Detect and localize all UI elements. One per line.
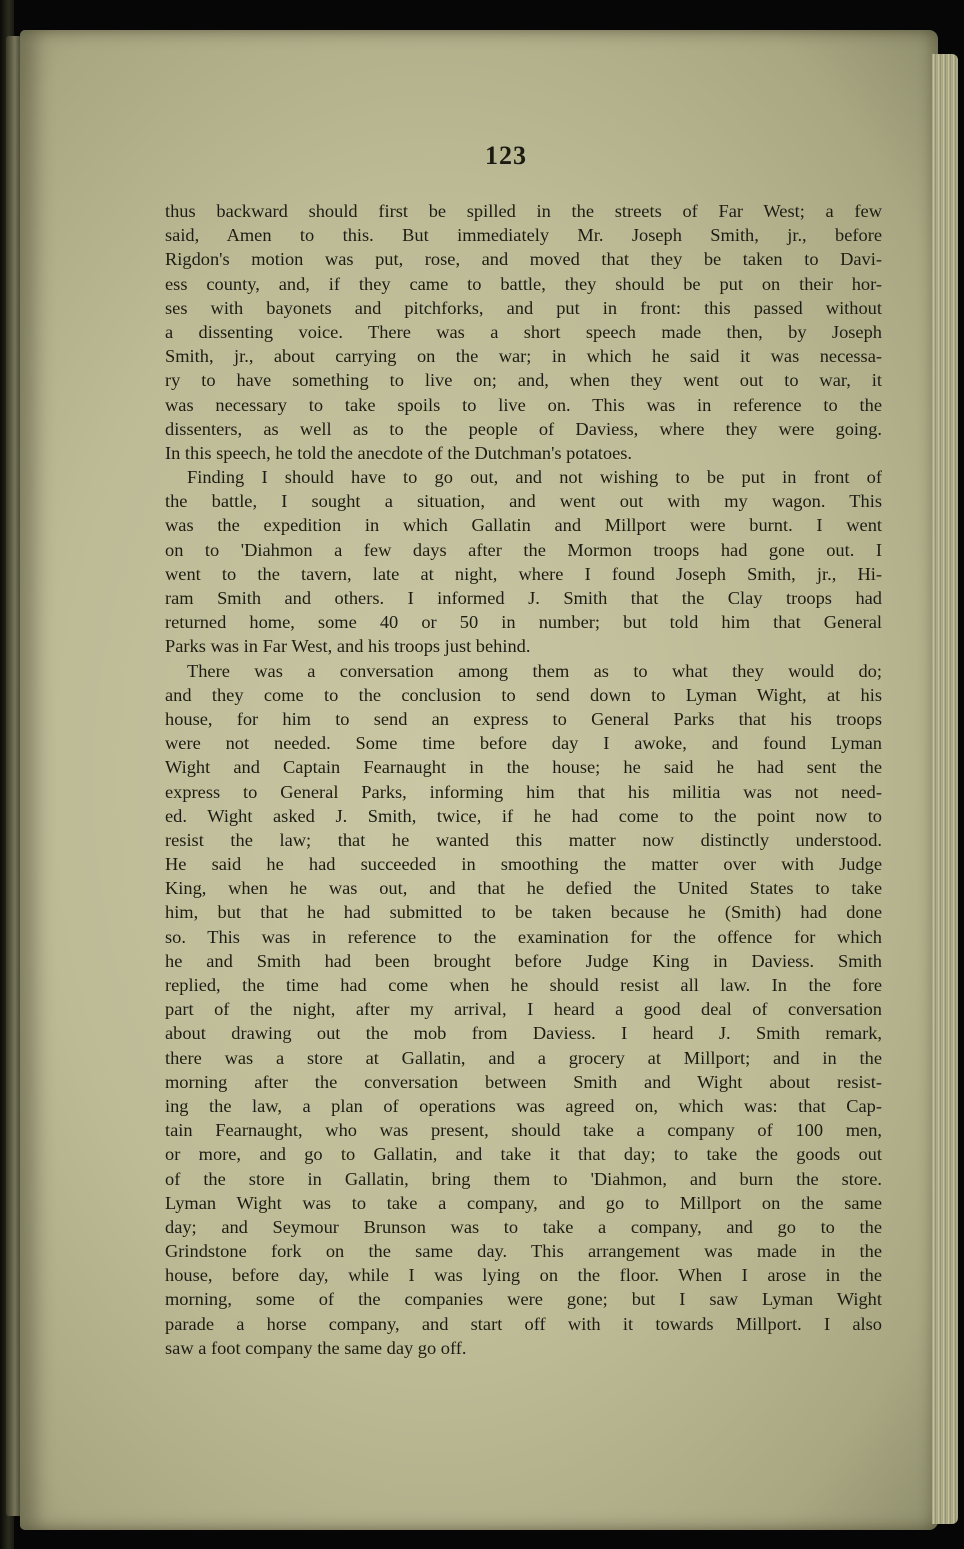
text-line: Grindstone fork on the same day. This arrangement was made in the [165, 1241, 882, 1262]
text-line: house, before day, while I was lying on the floor. When I arose in the [165, 1265, 882, 1286]
paragraph [165, 465, 882, 659]
text-line: him, but that he had submitted to be taken because he (Smith) had done [165, 902, 882, 923]
text-line: morning, some of the companies were gone; but I saw Lyman Wight [165, 1289, 882, 1310]
text-line: In this speech, he told the anecdote of the Dutchman's potatoes. [165, 442, 633, 463]
text-line: ram Smith and others. I informed J. Smith that the Clay troops had [165, 588, 882, 608]
text-line: a dissenting voice. There was a short speech made then, by Joseph [165, 321, 882, 342]
text-line: so. This was in reference to the examination for the offence for which [165, 926, 882, 947]
text-line: There was a conversation among them as to what they would do; [187, 660, 882, 681]
text-line: returned home, some 40 or 50 in number; but told him that General [165, 612, 882, 633]
page-number: 123 [485, 141, 527, 170]
text-line: morning after the conversation between Smith and Wight about resist- [165, 1071, 882, 1092]
text-line: Rigdon's motion was put, rose, and moved that they be taken to Davi- [165, 249, 882, 270]
text-line: Lyman Wight was to take a company, and go to Millport on the same [165, 1192, 882, 1213]
text-line: replied, the time had come when he should resist all law. In the fore [165, 975, 882, 995]
text-line: went to the tavern, late at night, where I found Joseph Smith, jr., Hi- [165, 563, 882, 584]
page-stack-edge [932, 54, 958, 1524]
text-line: was necessary to take spoils to live on. This was in reference to the [165, 394, 882, 415]
text-line: he and Smith had been brought before Judge King in Daviess. Smith [165, 950, 882, 971]
paragraph [165, 199, 882, 465]
text-line: ses with bayonets and pitchforks, and put in front: this passed without [165, 297, 882, 318]
text-line: King, when he was out, and that he defied the United States to take [165, 878, 882, 899]
paragraph [165, 659, 882, 1360]
text-line: He said he had succeeded in smoothing the matter over with Judge [165, 854, 882, 875]
text-line: resist the law; that he wanted this matter now distinctly understood. [165, 829, 882, 850]
text-line: express to General Parks, informing him that his militia was not need- [165, 781, 882, 802]
text-line: ing the law, a plan of operations was agreed on, which was: that Cap- [165, 1095, 882, 1116]
text-line: were not needed. Some time before day I awoke, and found Lyman [165, 733, 882, 754]
text-line: thus backward should first be spilled in the streets of Far West; a few [165, 201, 882, 221]
text-line: about drawing out the mob from Daviess. I heard J. Smith remark, [165, 1023, 882, 1044]
body-text [165, 199, 882, 1360]
text-line: ed. Wight asked J. Smith, twice, if he had come to the point now to [165, 805, 882, 826]
text-line: saw a foot company the same day go off. [165, 1337, 467, 1358]
text-line: Smith, jr., about carrying on the war; in which he said it was necessa- [165, 346, 882, 367]
text-line: Parks was in Far West, and his troops just behind. [165, 636, 531, 657]
text-line: said, Amen to this. But immediately Mr. Joseph Smith, jr., before [165, 225, 882, 246]
text-line: of the store in Gallatin, bring them to 'Diahmon, and burn the store. [165, 1168, 882, 1189]
text-line: Wight and Captain Fearnaught in the house; he said he had sent the [165, 757, 882, 778]
text-line: house, for him to send an express to General Parks that his troops [165, 708, 882, 729]
text-line: and they come to the conclusion to send down to Lyman Wight, at his [165, 684, 882, 705]
text-line: there was a store at Gallatin, and a grocery at Millport; and in the [165, 1047, 882, 1068]
text-line: dissenters, as well as to the people of Daviess, where they were going. [165, 418, 882, 439]
text-line: Finding I should have to go out, and not wishing to be put in front of [187, 467, 882, 488]
text-line: day; and Seymour Brunson was to take a company, and go to the [165, 1216, 882, 1237]
text-line: parade a horse company, and start off with it towards Millport. I also [165, 1313, 882, 1334]
text-line: or more, and go to Gallatin, and take it that day; to take the goods out [165, 1144, 882, 1165]
text-line: tain Fearnaught, who was present, should take a company of 100 men, [165, 1120, 882, 1141]
text-line: ess county, and, if they came to battle, they should be put on their hor- [165, 273, 882, 294]
text-line: was the expedition in which Gallatin and Millport were burnt. I went [165, 515, 882, 536]
text-line: the battle, I sought a situation, and went out with my wagon. This [165, 491, 882, 512]
text-line: part of the night, after my arrival, I heard a good deal of conversation [165, 999, 882, 1020]
text-line: on to 'Diahmon a few days after the Mormon troops had gone out. I [165, 539, 882, 560]
text-line: ry to have something to live on; and, when they went out to war, it [165, 370, 882, 391]
